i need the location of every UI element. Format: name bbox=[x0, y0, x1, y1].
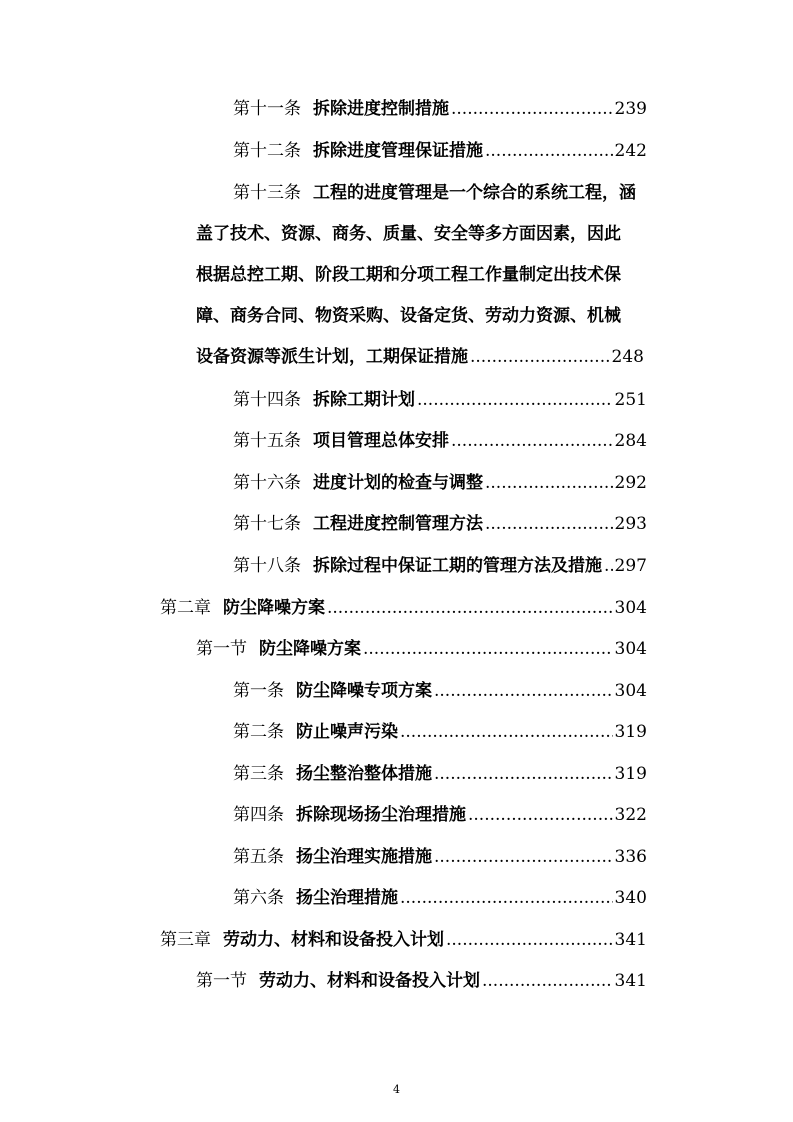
toc-entry-title-line: 工程的进度管理是一个综合的系统工程，涵 bbox=[313, 183, 636, 203]
toc-entry-page: 239 bbox=[614, 99, 647, 119]
toc-entry-title: 防止噪声污染 bbox=[296, 722, 398, 742]
toc-leader-dots bbox=[485, 471, 613, 495]
toc-entry-number: 第十三条 bbox=[233, 183, 301, 203]
toc-entry-title: 工程进度控制管理方法 bbox=[313, 514, 483, 534]
toc-entry-page: 242 bbox=[614, 141, 647, 161]
toc-leader-dots bbox=[451, 97, 613, 121]
toc-leader-dots bbox=[434, 762, 613, 786]
toc-entry-page: 251 bbox=[614, 390, 647, 410]
toc-entry-title: 拆除过程中保证工期的管理方法及措施 bbox=[313, 556, 602, 576]
toc-entry-page: 297 bbox=[614, 556, 647, 576]
toc-entry-title-line: 障、商务合同、物资采购、设备定货、劳动力资源、机械 bbox=[196, 306, 621, 326]
toc-entry[interactable] bbox=[0, 762, 793, 786]
toc-entry[interactable] bbox=[0, 554, 793, 578]
toc-entry-number: 第十一条 bbox=[233, 99, 301, 119]
toc-entry-title: 进度计划的检查与调整 bbox=[313, 473, 483, 493]
toc-entry-title: 拆除工期计划 bbox=[313, 390, 415, 410]
toc-entry-number: 第十六条 bbox=[233, 473, 301, 493]
toc-entry-title: 拆除现场扬尘治理措施 bbox=[296, 805, 466, 825]
page-number: 4 bbox=[393, 1083, 400, 1096]
toc-entry[interactable] bbox=[0, 928, 793, 952]
toc-entry-number: 第五条 bbox=[233, 847, 284, 867]
toc-entry-number: 第十四条 bbox=[233, 390, 301, 410]
toc-entry-title: 扬尘治理实施措施 bbox=[296, 847, 432, 867]
toc-entry-title-line: 盖了技术、资源、商务、质量、安全等多方面因素，因此 bbox=[196, 224, 621, 244]
toc-entry[interactable] bbox=[0, 969, 793, 993]
toc-entry[interactable] bbox=[0, 886, 793, 910]
toc-entry[interactable] bbox=[0, 97, 793, 121]
toc-entry-page: 304 bbox=[614, 598, 647, 618]
toc-leader-dots bbox=[417, 388, 613, 412]
toc-leader-dots bbox=[434, 679, 613, 703]
toc-entry-title: 扬尘整治整体措施 bbox=[296, 764, 432, 784]
toc-entry-number: 第三章 bbox=[160, 930, 211, 950]
toc-entry[interactable] bbox=[0, 429, 793, 453]
toc-entry-title: 劳动力、材料和设备投入计划 bbox=[223, 930, 444, 950]
toc-entry[interactable] bbox=[0, 471, 793, 495]
toc-entry-multiline[interactable] bbox=[196, 173, 666, 378]
toc-entry[interactable] bbox=[0, 845, 793, 869]
toc-entry[interactable] bbox=[0, 803, 793, 827]
toc-entry[interactable] bbox=[0, 512, 793, 536]
toc-entry-title: 防尘降噪专项方案 bbox=[296, 681, 432, 701]
toc-entry-page: 284 bbox=[614, 431, 647, 451]
toc-entry[interactable] bbox=[0, 637, 793, 661]
toc-entry-title: 防尘降噪方案 bbox=[223, 598, 325, 618]
toc-entry-page: 322 bbox=[614, 805, 647, 825]
toc-entry-number: 第四条 bbox=[233, 805, 284, 825]
toc-entry-title-line: 设备资源等派生计划，工期保证措施 bbox=[196, 347, 468, 367]
toc-leader-dots bbox=[485, 139, 613, 163]
toc-entry-number: 第十七条 bbox=[233, 514, 301, 534]
toc-entry-number: 第六条 bbox=[233, 888, 284, 908]
toc-entry[interactable] bbox=[0, 139, 793, 163]
toc-entry-title: 劳动力、材料和设备投入计划 bbox=[259, 971, 480, 991]
toc-entry-title: 扬尘治理措施 bbox=[296, 888, 398, 908]
toc-leader-dots bbox=[451, 429, 613, 453]
toc-entry[interactable] bbox=[0, 388, 793, 412]
toc-entry-number: 第二章 bbox=[160, 598, 211, 618]
toc-entry-page: 336 bbox=[614, 847, 647, 867]
toc-entry-page: 340 bbox=[614, 888, 647, 908]
toc-entry-number: 第十二条 bbox=[233, 141, 301, 161]
toc-leader-dots bbox=[400, 720, 613, 744]
toc-entry-page: 341 bbox=[614, 930, 647, 950]
toc-leader-dots bbox=[604, 554, 613, 578]
toc-entry[interactable] bbox=[0, 720, 793, 744]
toc-entry[interactable] bbox=[0, 596, 793, 620]
toc-entry-page: 304 bbox=[614, 681, 647, 701]
toc-entry-number: 第三条 bbox=[233, 764, 284, 784]
toc-entry-title: 防尘降噪方案 bbox=[259, 639, 361, 659]
toc-entry-number: 第一节 bbox=[196, 639, 247, 659]
toc-entry-page: 319 bbox=[614, 722, 647, 742]
toc-leader-dots bbox=[468, 803, 613, 827]
toc-entry-number: 第十五条 bbox=[233, 431, 301, 451]
toc-entry-page: 304 bbox=[614, 639, 647, 659]
toc-entry-number: 第一节 bbox=[196, 971, 247, 991]
toc-entry-page: 248 bbox=[611, 347, 644, 367]
toc-leader-dots bbox=[470, 337, 610, 378]
toc-leader-dots bbox=[446, 928, 613, 952]
toc-entry-title: 拆除进度管理保证措施 bbox=[313, 141, 483, 161]
toc-leader-dots bbox=[482, 969, 613, 993]
toc-entry-page: 292 bbox=[614, 473, 647, 493]
toc-entry[interactable] bbox=[0, 679, 793, 703]
toc-leader-dots bbox=[327, 596, 613, 620]
toc-leader-dots bbox=[434, 845, 613, 869]
toc-entry-page: 319 bbox=[614, 764, 647, 784]
toc-entry-title: 项目管理总体安排 bbox=[313, 431, 449, 451]
toc-leader-dots bbox=[485, 512, 613, 536]
toc-entry-page: 293 bbox=[614, 514, 647, 534]
toc-entry-title-line: 根据总控工期、阶段工期和分项工程工作量制定出技术保 bbox=[196, 265, 621, 285]
toc-leader-dots bbox=[400, 886, 613, 910]
toc-entry-page: 341 bbox=[614, 971, 647, 991]
toc-entry-title: 拆除进度控制措施 bbox=[313, 99, 449, 119]
toc-entry-number: 第十八条 bbox=[233, 556, 301, 576]
toc-entry-number: 第二条 bbox=[233, 722, 284, 742]
toc-entry-number: 第一条 bbox=[233, 681, 284, 701]
toc-leader-dots bbox=[363, 637, 613, 661]
